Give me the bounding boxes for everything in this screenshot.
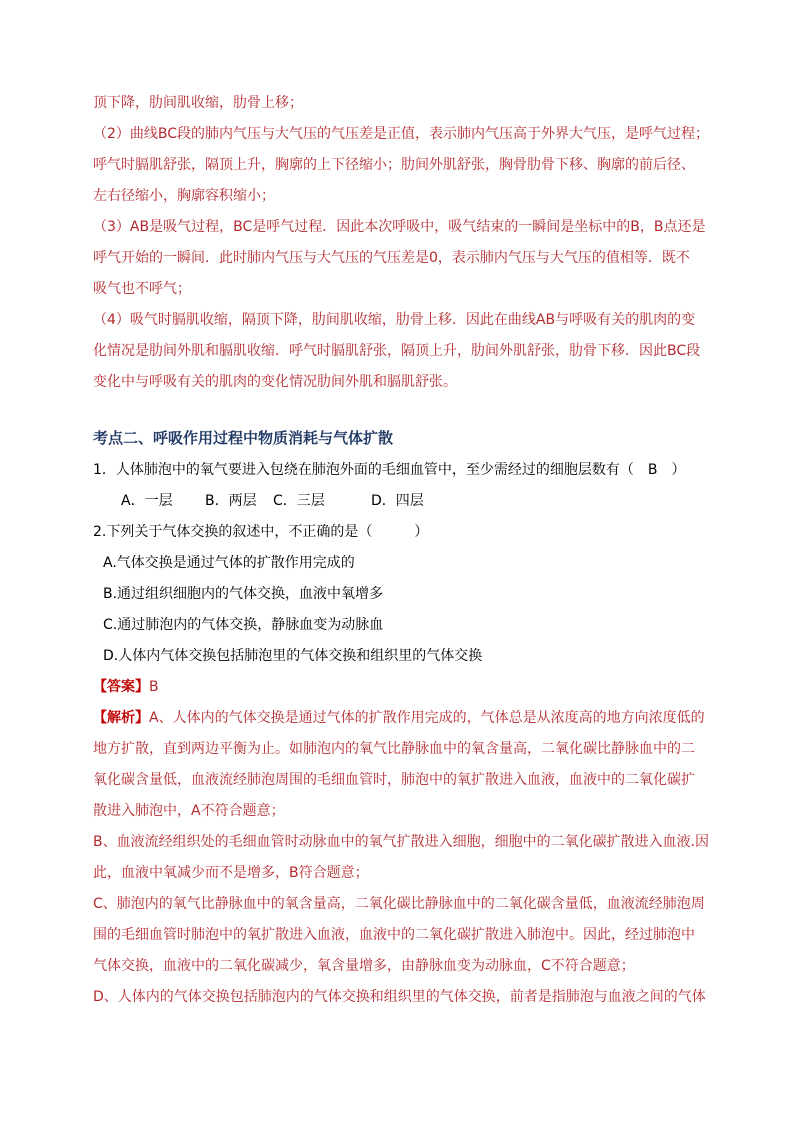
- item-number: （2）: [93, 126, 130, 142]
- explanation-line: 气体交换，血液中的二氧化碳减少，氧含量增多，由静脉血变为动脉血，C不符合题意；: [93, 958, 635, 974]
- item-number: （3）: [93, 219, 130, 235]
- question-stem: 2.下列关于气体交换的叙述中，不正确的是（ ）: [93, 524, 429, 540]
- answer-value: B: [149, 679, 159, 695]
- analysis-line: 左右径缩小，胸廓容积缩小；: [93, 188, 275, 204]
- choice-a: A．一层: [121, 493, 173, 509]
- choice-d: D．四层: [371, 493, 424, 509]
- analysis-line: 吸气也不呼气；: [93, 281, 191, 297]
- choice-a: A.气体交换是通过气体的扩散作用完成的: [103, 555, 355, 571]
- explanation-line: 围的毛细血管时肺泡中的氧扩散进入血液，血液中的二氧化碳扩散进入肺泡中。因此，经过肺泡中: [93, 927, 695, 943]
- choice-row: [93, 486, 713, 517]
- analysis-line: [93, 305, 713, 336]
- analysis-line: 呼气开始的一瞬间．此时肺内气压与大气压的气压差是0，表示肺内气压与大气压的值相等．既不: [93, 250, 690, 266]
- analysis-text: 吸气时膈肌收缩，隔顶下降，肋间肌收缩，肋骨上移．因此在曲线AB与呼吸有关的肌肉的变: [129, 312, 696, 328]
- item-number: （4）: [93, 312, 130, 328]
- explanation-line: 此，血液中氧减少而不是增多，B符合题意；: [93, 865, 369, 881]
- choice-b: B.通过组织细胞内的气体交换，血液中氧增多: [103, 586, 384, 602]
- document-page: [93, 88, 713, 1013]
- answer-tag: 【答案】: [93, 679, 149, 695]
- analysis-line: 化情况是肋间外肌和膈肌收缩．呼气时膈肌舒张，隔顶上升，肋间外肌舒张，肋骨下移．因此BC段: [93, 343, 701, 359]
- explanation-line: D、人体内的气体交换包括肺泡内的气体交换和组织里的气体交换，前者是指肺泡与血液之间的气体: [93, 989, 706, 1005]
- section-heading: 考点二、呼吸作用过程中物质消耗与气体扩散: [93, 429, 394, 447]
- question-2: [93, 517, 713, 1013]
- answer-line: [93, 672, 713, 703]
- analysis-line: [93, 119, 713, 150]
- explanation-line: B、血液流经组织处的毛细血管时动脉血中的氧气扩散进入细胞，细胞中的二氧化碳扩散进入血液.因: [93, 834, 710, 850]
- analysis-line: 顶下降，肋间肌收缩，肋骨上移；: [93, 95, 303, 111]
- analysis-tag: 【解析】: [93, 710, 149, 726]
- explanation-text: A、人体内的气体交换是通过气体的扩散作用完成的，气体总是从浓度高的地方向浓度低的: [149, 710, 705, 726]
- choice-b: B．两层: [205, 493, 257, 509]
- explanation-line: 地方扩散，直到两边平衡为止。如肺泡内的氧气比静脉血中的氧含量高，二氧化碳比静脉血中的二: [93, 741, 695, 757]
- explanation-line: 散进入肺泡中，A不符合题意；: [93, 803, 285, 819]
- analysis-line: 变化中与呼吸有关的肌肉的变化情况肋间外肌和膈肌舒张。: [93, 374, 457, 390]
- analysis-line: 呼气时膈肌舒张，隔顶上升，胸廓的上下径缩小；肋间外肌舒张，胸骨肋骨下移、胸廓的前后径、: [93, 157, 695, 173]
- previous-analysis: [93, 88, 713, 398]
- explanation-line: 氧化碳含量低，血液流经肺泡周围的毛细血管时，肺泡中的氧扩散进入血液，血液中的二氧化碳扩: [93, 772, 695, 788]
- question-1: [93, 455, 713, 517]
- choice-c: C.通过肺泡内的气体交换，静脉血变为动脉血: [103, 617, 384, 633]
- choice-c: C．三层: [273, 493, 325, 509]
- analysis-text: 曲线BC段的肺内气压与大气压的气压差是正值，表示肺内气压高于外界大气压，是呼气过程；: [129, 126, 710, 142]
- analysis-text: AB是吸气过程，BC是呼气过程．因此本次呼吸中，吸气结束的一瞬间是坐标中的B，B点还是: [129, 219, 706, 235]
- explanation-line: C、肺泡内的氧气比静脉血中的氧含量高，二氧化碳比静脉血中的二氧化碳含量低，血液流经肺泡周: [93, 896, 705, 912]
- explanation: [93, 703, 713, 1013]
- question-stem: 1．人体肺泡中的氧气要进入包绕在肺泡外面的毛细血管中，至少需经过的细胞层数有（ B ）: [93, 462, 686, 478]
- explanation-line: [93, 703, 713, 734]
- analysis-line: [93, 212, 713, 243]
- choice-d: D.人体内气体交换包括肺泡里的气体交换和组织里的气体交换: [103, 648, 483, 664]
